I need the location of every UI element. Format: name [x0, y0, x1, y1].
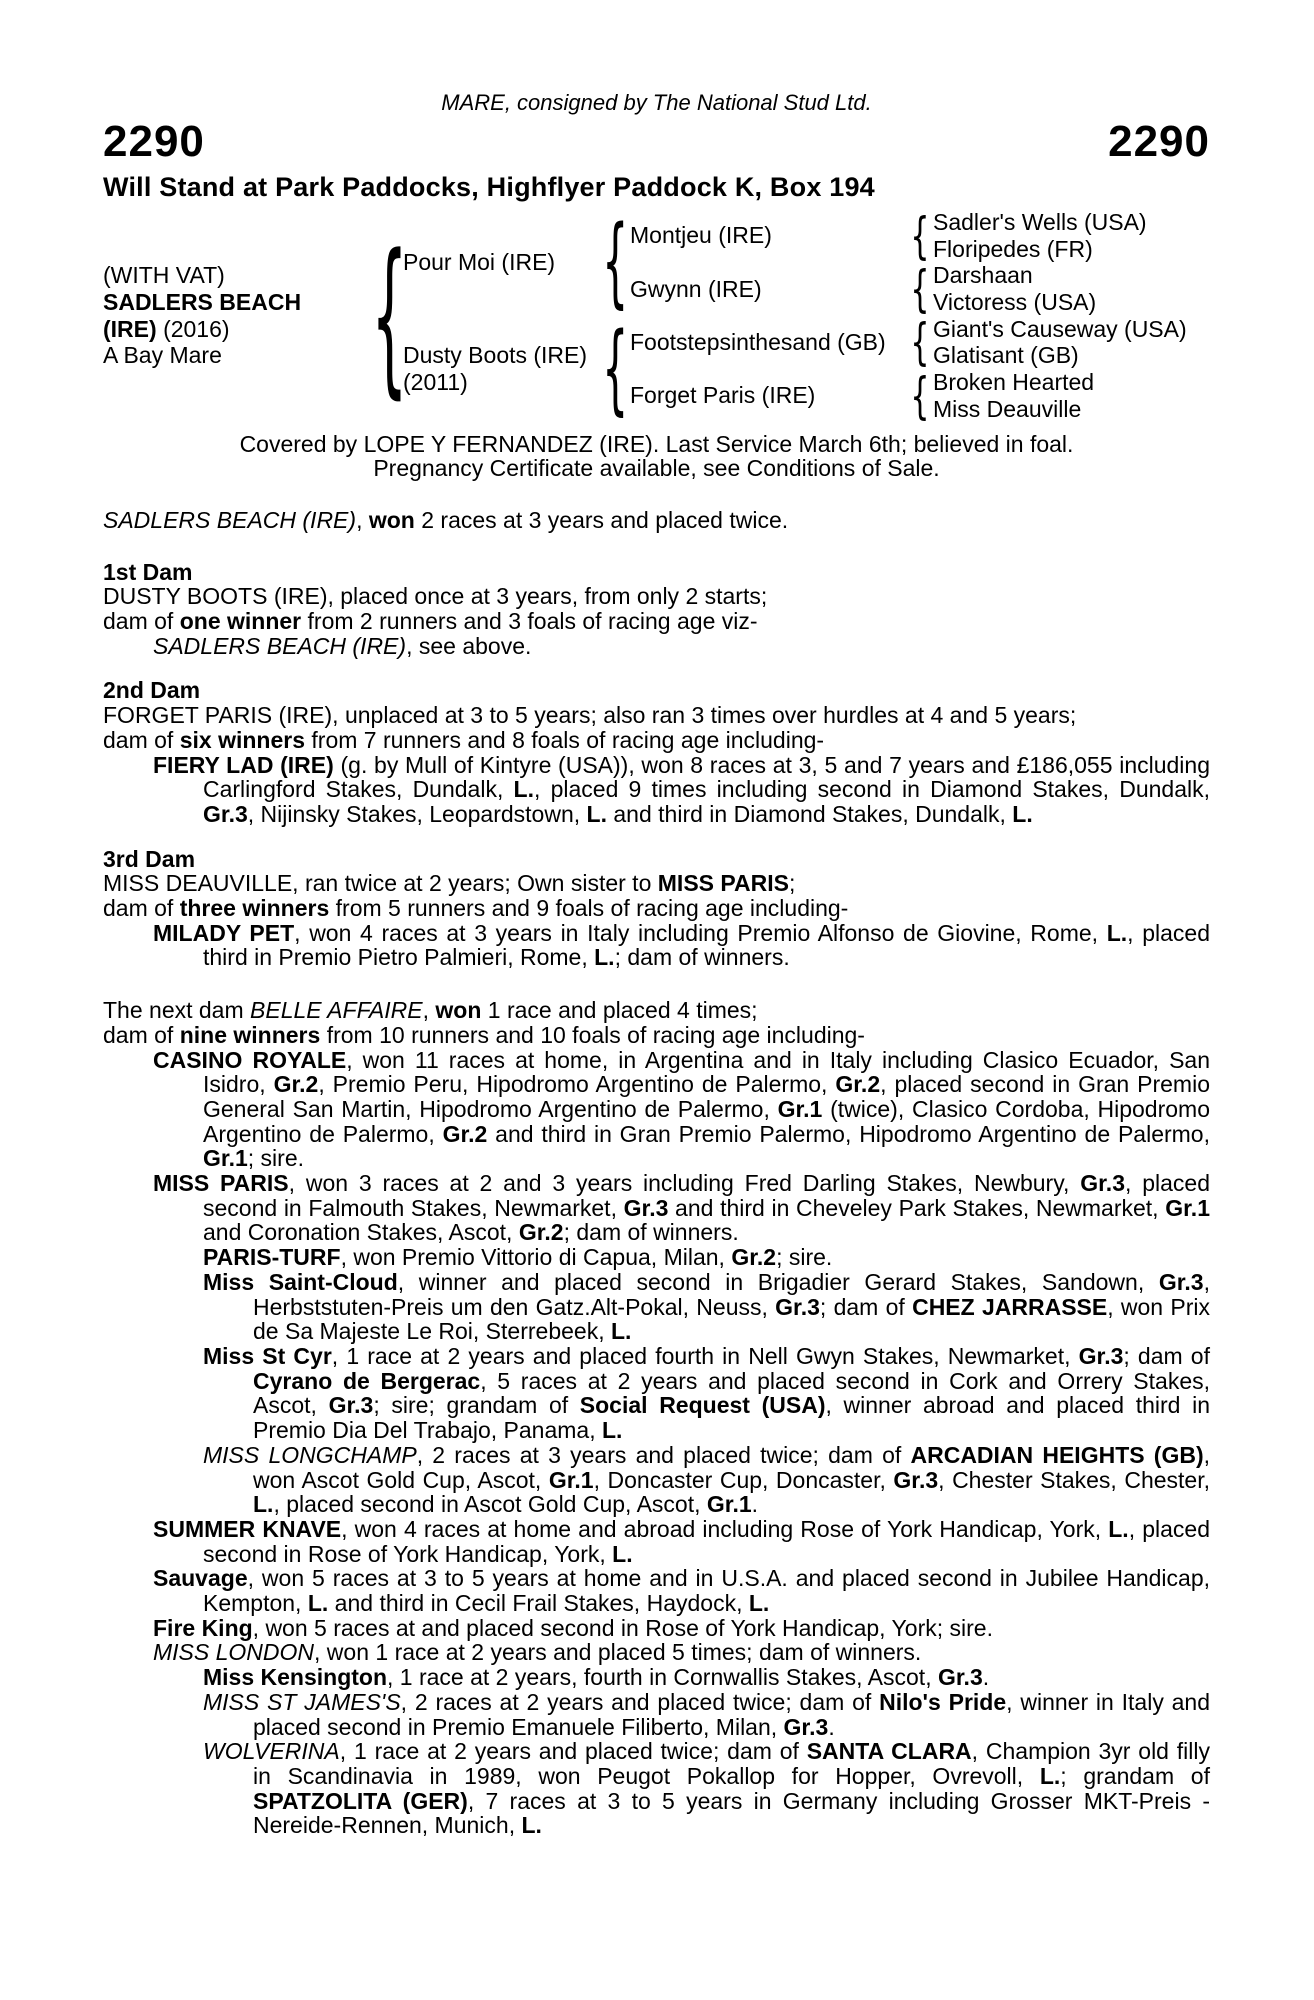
dam2-produce-summary: dam of six winners from 7 runners and 8 foals of racing age including-	[103, 726, 825, 753]
lot-number-row	[103, 117, 1210, 166]
dam1-race-record: DUSTY BOOTS (IRE), placed once at 3 years, from only 2 starts;	[103, 583, 768, 610]
dam2-race-record: FORGET PARIS (IRE), unplaced at 3 to 5 years; also ran 3 times over hurdles at 4 and 5 years;	[103, 702, 1077, 729]
pedigree-dam-sire: Footstepsinthesand (GB)	[630, 328, 886, 355]
dam3-produce-summary: dam of three winners from 5 runners and 9 foals of racing age including-	[103, 895, 849, 922]
pedigree-pair-brace: {	[909, 206, 930, 265]
subject-suffix-year: (IRE) (2016)	[103, 315, 230, 342]
pedigree-sire-sire: Montjeu (IRE)	[630, 222, 772, 249]
pedigree-great-grandsire: Sadler's Wells (USA)	[933, 209, 1147, 235]
entry-miss-paris: MISS PARIS, won 3 races at 2 and 3 years including Fred Darling Stakes, Newbury, Gr.3, placed second in Falmouth Stakes, Newmarket, Gr.3 and third in Cheveley Park Stakes, Newmarket, Gr.1 and Coronation Stakes, Ascot, Gr.2; dam of winners.	[153, 1170, 1210, 1246]
section-heading-1st-dam: 1st Dam	[103, 558, 193, 585]
next-dam-intro: The next dam BELLE AFFAIRE, won 1 race and placed 4 times;	[103, 997, 758, 1024]
entry-paris-turf: PARIS-TURF, won Premio Vittorio di Capua, Milan, Gr.2; sire.	[203, 1244, 833, 1271]
dam3-race-record: MISS DEAUVILLE, ran twice at 2 years; Own sister to MISS PARIS;	[103, 870, 796, 897]
pedigree-dam-year: (2011)	[403, 369, 468, 396]
entry-wolverina: WOLVERINA, 1 race at 2 years and placed twice; dam of SANTA CLARA, Champion 3yr old filly in Scandinavia in 1989, won Peugot Pokallop for Hopper, Ovrevoll, L.; grandam of SPATZOLITA (GER), 7 races at 3 to 5 years in Germany including Grosser MKT-Preis - Nereide-Rennen, Munich, L.	[203, 1738, 1211, 1839]
section-heading-3rd-dam: 3rd Dam	[103, 845, 196, 872]
pedigree-subject	[103, 262, 375, 369]
pedigree-great-granddam: Floripedes (FR)	[933, 235, 1093, 262]
dam1-entry-sadlers-beach: SADLERS BEACH (IRE), see above.	[153, 632, 532, 659]
next-dam-produce-summary: dam of nine winners from 10 runners and 10 foals of racing age including-	[103, 1021, 865, 1048]
covering-line: Covered by LOPE Y FERNANDEZ (IRE). Last Service March 6th; believed in foal.	[239, 430, 1074, 457]
stand-location-line: Will Stand at Park Paddocks, Highflyer Paddock K, Box 194	[103, 172, 875, 202]
lot-number-left: 2290	[103, 117, 205, 166]
consignor-line: MARE, consigned by The National Stud Ltd.	[441, 90, 872, 115]
pedigree-great-granddam: Glatisant (GB)	[933, 342, 1079, 369]
vat-note: (WITH VAT)	[103, 262, 225, 289]
entry-miss-london: MISS LONDON, won 1 race at 2 years and placed 5 times; dam of winners.	[153, 1639, 922, 1666]
dam3-entry-milady-pet: MILADY PET, won 4 races at 3 years in Italy including Premio Alfonso de Giovine, Rome, L., placed third in Premio Pietro Palmieri, Rome, L.; dam of winners.	[153, 919, 1210, 971]
pedigree-main-brace: {	[370, 217, 408, 414]
entry-miss-saint-cloud: Miss Saint-Cloud, winner and placed second in Brigadier Gerard Stakes, Sandown, Gr.3, Herbststuten-Preis um den Gatz.Alt-Pokal, Neuss, Gr.3; dam of CHEZ JARRASSE, won Prix de Sa Majeste Le Roi, Sterrebeek, L.	[203, 1268, 1210, 1345]
pedigree-sire-brace: {	[601, 205, 629, 320]
pedigree-dam-brace: {	[601, 312, 629, 427]
subject-description: A Bay Mare	[103, 342, 222, 369]
entry-miss-st-cyr: Miss St Cyr, 1 race at 2 years and placed fourth in Nell Gwyn Stakes, Newmarket, Gr.3; dam of Cyrano de Bergerac, 5 races at 2 years and placed second in Cork and Orrery Stakes, Ascot, Gr.3; sire; grandam of Social Request (USA), winner abroad and placed third in Premio Dia Del Trabajo, Panama, L.	[203, 1343, 1210, 1444]
pregnancy-certificate-line: Pregnancy Certificate available, see Conditions of Sale.	[373, 455, 940, 482]
pedigree-dam-name: Dusty Boots (IRE)	[403, 342, 588, 369]
lot-number-right: 2290	[1108, 117, 1210, 166]
pedigree-sire: Pour Moi (IRE)	[403, 248, 556, 275]
pedigree-dam-dam: Forget Paris (IRE)	[630, 382, 816, 409]
pedigree-great-grandsire: Giant's Causeway (USA)	[933, 315, 1187, 342]
entry-miss-st-james: MISS ST JAMES'S, 2 races at 2 years and placed twice; dam of Nilo's Pride, winner in Italy and placed second in Premio Emanuele Filiberto, Milan, Gr.3.	[203, 1688, 1211, 1740]
entry-fire-king: Fire King, won 5 races at and placed second in Rose of York Handicap, York; sire.	[153, 1614, 993, 1641]
entry-miss-kensington: Miss Kensington, 1 race at 2 years, fourth in Cornwallis Stakes, Ascot, Gr.3.	[203, 1664, 990, 1691]
pedigree-sire-dam: Gwynn (IRE)	[630, 275, 762, 302]
entry-sauvage: Sauvage, won 5 races at 3 to 5 years at home and in U.S.A. and placed second in Jubilee Handicap, Kempton, L. and third in Cecil Frail Stakes, Haydock, L.	[153, 1565, 1210, 1617]
entry-summer-knave: SUMMER KNAVE, won 4 races at home and abroad including Rose of York Handicap, York, L., placed second in Rose of York Handicap, York, L.	[153, 1515, 1210, 1567]
entry-casino-royale: CASINO ROYALE, won 11 races at home, in Argentina and in Italy including Clasico Ecuador, San Isidro, Gr.2, Premio Peru, Hipodromo Argentino de Palermo, Gr.2, placed second in Gran Premio General San Martin, Hipodromo Argentino de Palermo, Gr.1 (twice), Clasico Cordoba, Hipodromo Argentino de Palermo, Gr.2 and third in Gran Premio Palermo, Hipodromo Argentino de Palermo, Gr.1; sire.	[153, 1046, 1210, 1172]
pedigree-great-grandsire: Broken Hearted	[933, 369, 1095, 396]
pedigree-pair-brace: {	[909, 260, 930, 319]
pedigree-great-granddam: Miss Deauville	[933, 395, 1082, 422]
pedigree-great-granddam: Victoress (USA)	[933, 289, 1097, 316]
pedigree-dam	[403, 316, 600, 423]
subject-name: SADLERS BEACH	[103, 289, 302, 316]
pedigree-table	[103, 205, 1210, 427]
section-heading-2nd-dam: 2nd Dam	[103, 677, 201, 704]
pedigree-pair-brace: {	[909, 366, 930, 425]
dam2-entry-fiery-lad: FIERY LAD (IRE) (g. by Mull of Kintyre (USA)), won 8 races at 3, 5 and 7 years and £186,055 including Carlingford Stakes, Dundalk, L., placed 9 times including second in Diamond Stakes, Dundalk, Gr.3, Nijinsky Stakes, Leopardstown, L. and third in Diamond Stakes, Dundalk, L.	[153, 751, 1210, 827]
pedigree-great-grandsire: Darshaan	[933, 262, 1033, 289]
race-record: SADLERS BEACH (IRE), won 2 races at 3 years and placed twice.	[103, 506, 789, 533]
dam1-produce-summary: dam of one winner from 2 runners and 3 foals of racing age viz-	[103, 608, 758, 635]
entry-miss-longchamp: MISS LONGCHAMP, 2 races at 3 years and placed twice; dam of ARCADIAN HEIGHTS (GB), won Ascot Gold Cup, Ascot, Gr.1, Doncaster Cup, Doncaster, Gr.3, Chester Stakes, Chester, L., placed second in Ascot Gold Cup, Ascot, Gr.1.	[203, 1441, 1210, 1518]
pedigree-pair-brace: {	[909, 313, 930, 372]
